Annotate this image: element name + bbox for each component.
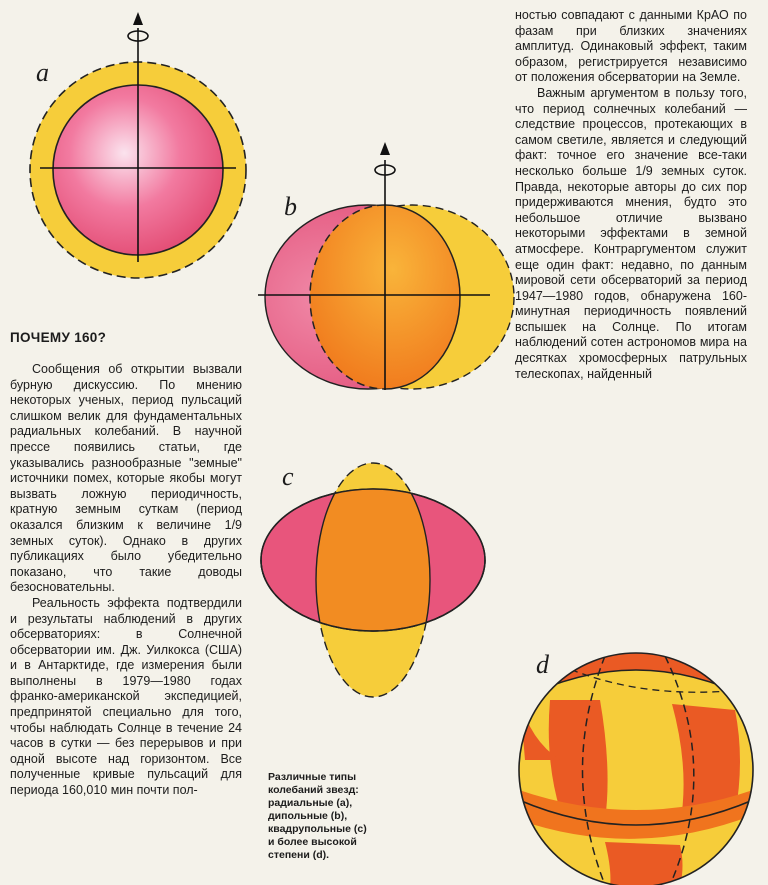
figure-d-higher-degree: [519, 653, 753, 885]
figure-caption: Различные типы колебаний звезд: радиальные (a), дипольные (b), квадрупольные (c) и более высокой степени (d).: [268, 771, 367, 861]
paragraph: ностью совпадают с данными КрАО по фазам при близких значениях амплитуд. Одинаковый эффект, таким образом, регистрируется независимо от положения обсерватории на Земле.: [515, 8, 747, 85]
figure-a-radial: [30, 12, 246, 278]
right-column: [515, 8, 747, 382]
figure-b-dipole: [258, 142, 514, 390]
figure-label-b: b: [284, 192, 297, 221]
figure-label-c: c: [282, 462, 294, 491]
figure-label-a: a: [36, 58, 49, 87]
section-heading: ПОЧЕМУ 160?: [10, 330, 107, 345]
figure-c-quadrupole: [261, 443, 485, 697]
paragraph: Реальность эффекта подтвердили и результаты наблюдений в других обсерваториях: в Солнечной обсерватории им. Дж. Уилкокса (США) и в Антарктиде, где измерения были выполнены в 1979—1980 годах франко-американской экспедицией, предпринятой специально для того, чтобы наблюдать Солнце в течение 24 часов в сутки — без перерывов и при одной высоте над горизонтом. Все полученные кривые пульсаций для периода 160,010 мин почти пол-: [10, 595, 242, 798]
figure-label-d: d: [536, 650, 549, 679]
paragraph: Важным аргументом в пользу того, что период солнечных колебаний — следствие процессов, протекающих в самом светиле, является и следующий факт: точное его значение все-таки несколько больше 1/9 земных суток. Правда, некоторые авторы до сих пор придерживаются мнения, будто это небольшое отличие вызвано некоторыми эффектами в земной атмосфере. Контраргументом служит еще один факт: недавно, по данным мировой сети обсерваторий за период 1947—1980 годов, обнаружена 160-минутная периодичность появлений вспышек на Солнце. По итогам наблюдений сотен астрономов мира на десятках хромосферных патрульных телескопах, найденный: [515, 85, 747, 381]
left-column: [10, 362, 242, 799]
paragraph: Сообщения об открытии вызвали бурную дискуссию. По мнению некоторых ученых, период пульсаций слишком велик для фундаментальных радиальных колебаний. В научной прессе появились статьи, где указывались разнообразные "земные" источники помех, которые якобы могут вызвать ложную периодичность, кратную земным суткам (период оказался близким к величине 1/9 земных суток). Однако в других публикациях было убедительно показано, что такие доводы безосновательны.: [10, 362, 242, 595]
